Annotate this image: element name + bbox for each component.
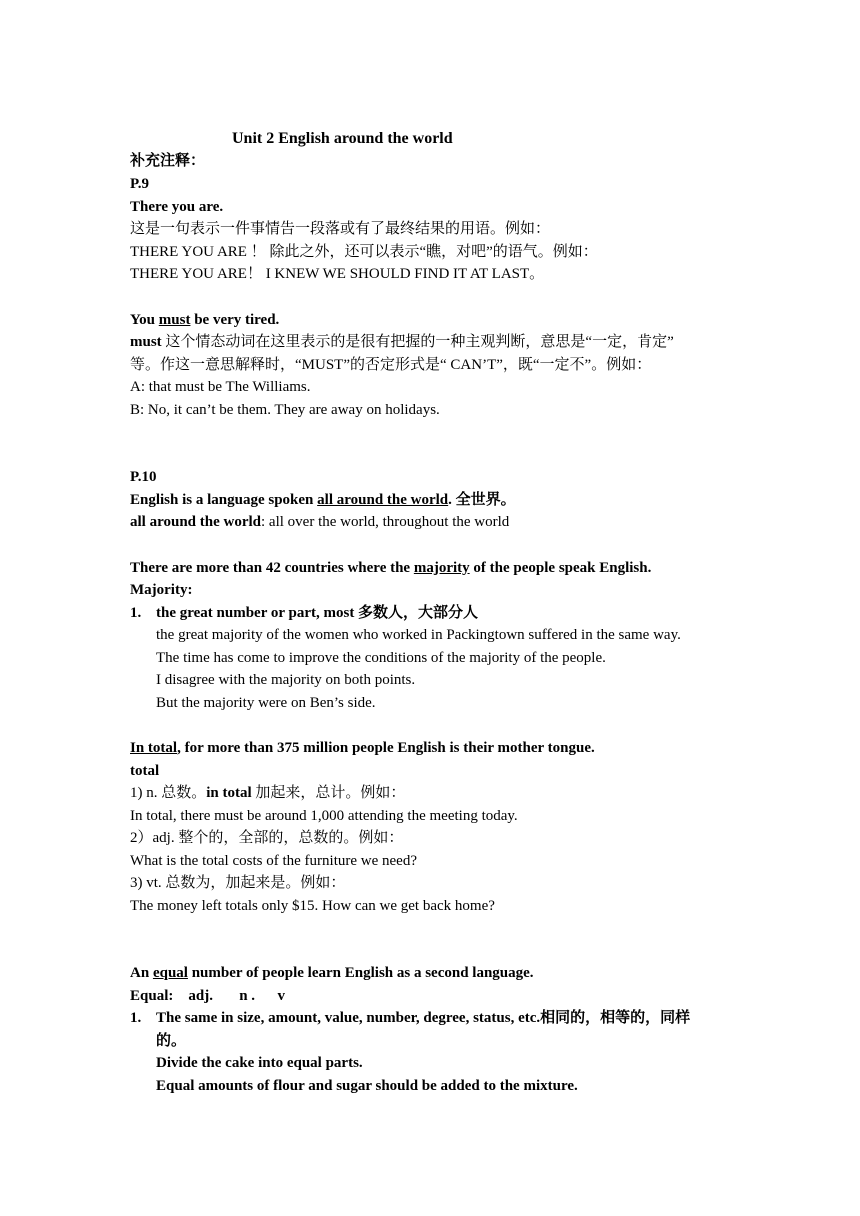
definition-line: the great number or part, most 多数人，大部分人	[156, 605, 479, 621]
example-line: B: No, it can’t be them. They are away on holidays.	[130, 402, 440, 418]
page-ref-p9: P.9	[130, 176, 150, 192]
example-line: the great majority of the women who worked in Packingtown suffered in the same way.	[156, 627, 681, 643]
term: in total	[206, 785, 252, 801]
definition-line: 1) n. 总数。in total 加起来，总计。例如：	[130, 785, 406, 801]
example-line: But the majority were on Ben’s side.	[156, 695, 376, 711]
term-heading: Majority:	[130, 582, 193, 598]
explanation-line: 等。作这一意思解释时，“MUST”的否定形式是“ CAN’T”，既“一定不”。例如：	[130, 357, 652, 373]
example-line: Equal amounts of flour and sugar should be added to the mixture.	[156, 1078, 578, 1094]
underlined-word: must	[158, 312, 191, 328]
term-heading: Equal: adj. n . v	[130, 988, 286, 1004]
example-line: In total, there must be around 1,000 attending the meeting today.	[130, 808, 518, 824]
term: must	[130, 334, 162, 350]
definition-line: all around the world: all over the world, throughout the world	[130, 514, 510, 530]
phrase-heading: You must be very tired.	[130, 312, 280, 328]
document-title: Unit 2 English around the world	[232, 130, 453, 147]
sentence-heading: An equal number of people learn English as a second language.	[130, 965, 534, 981]
sentence-heading: There are more than 42 countries where the majority of the people speak English.	[130, 560, 652, 576]
example-line: The time has come to improve the conditions of the majority of the people.	[156, 650, 606, 666]
explanation-line: THERE YOU ARE ！ 除此之外，还可以表示“瞧，对吧”的语气。例如：	[130, 244, 598, 260]
sentence-heading: English is a language spoken all around the world. 全世界。	[130, 492, 516, 508]
example-line: The money left totals only $15. How can we get back home?	[130, 898, 495, 914]
underlined-word: equal	[152, 965, 188, 981]
example-line: I disagree with the majority on both points.	[156, 672, 416, 688]
example-line: Divide the cake into equal parts.	[156, 1055, 363, 1071]
supplement-label: 补充注释：	[130, 153, 206, 169]
underlined-word: majority	[413, 560, 470, 576]
example-line: A: that must be The Williams.	[130, 379, 311, 395]
phrase-heading: There you are.	[130, 199, 224, 215]
term-heading: total	[130, 763, 160, 779]
list-number: 1.	[130, 1010, 142, 1026]
example-line: What is the total costs of the furniture we need?	[130, 853, 417, 869]
sentence-heading: In total, for more than 375 million people English is their mother tongue.	[130, 740, 595, 756]
definition-line: The same in size, amount, value, number, degree, status, etc.相同的，相等的，同样	[156, 1010, 691, 1026]
underlined-phrase: In total	[130, 740, 178, 756]
definition-line: 3) vt. 总数为，加起来是。例如：	[130, 875, 346, 891]
definition-line: 2）adj. 整个的，全部的，总数的。例如：	[130, 830, 404, 846]
term: all around the world	[130, 514, 261, 530]
explanation-line: must 这个情态动词在这里表示的是很有把握的一种主观判断，意思是“一定，肯定”	[130, 334, 674, 350]
page-ref-p10: P.10	[130, 469, 157, 485]
example-line: THERE YOU ARE！ I KNEW WE SHOULD FIND IT AT LAST。	[130, 266, 545, 282]
definition-line: 的。	[156, 1033, 187, 1049]
underlined-phrase: all around the world	[317, 492, 449, 508]
list-number: 1.	[130, 605, 142, 621]
explanation-line: 这是一句表示一件事情告一段落或有了最终结果的用语。例如：	[130, 221, 551, 237]
